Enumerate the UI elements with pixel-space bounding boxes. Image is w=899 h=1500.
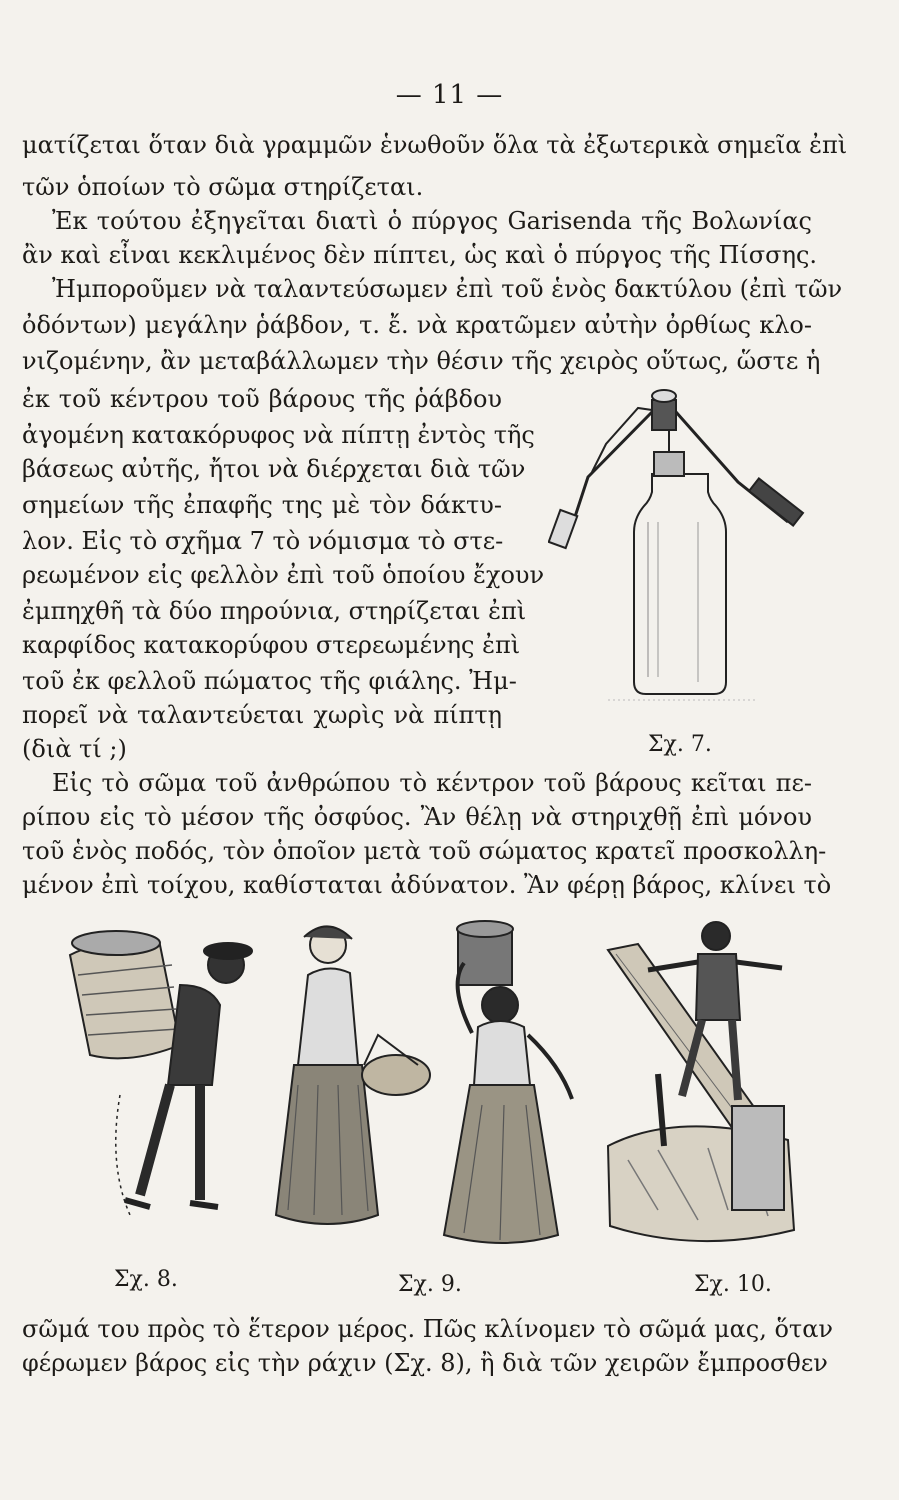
text-line: σῶμά του πρὸς τὸ ἕτερον μέρος. Πῶς κλίνομεν τὸ σῶμά μας, ὅταν — [22, 1315, 833, 1343]
text-line: νιζομένην, ἂν μεταβάλλωμεν τὴν θέσιν τῆς χειρὸς οὕτως, ὥστε ἡ — [22, 347, 821, 375]
text-line: ἀγομένη κατακόρυφος νὰ πίπτῃ ἐντὸς τῆς — [22, 421, 535, 449]
figure-caption: Σχ. 9. — [398, 1272, 462, 1297]
text-line: λον. Εἰς τὸ σχῆμα 7 τὸ νόμισμα τὸ στε- — [22, 527, 504, 555]
figure-caption: Σχ. 8. — [114, 1267, 178, 1292]
text-line: ἂν καὶ εἶναι κεκλιμένος δὲν πίπτει, ὡς καὶ ὁ πύργος τῆς Πίσσης. — [22, 241, 818, 269]
text-line: φέρωμεν βάρος εἰς τὴν ράχιν (Σχ. 8), ἢ διὰ τῶν χειρῶν ἔμπροσθεν — [22, 1349, 828, 1377]
text-line: τοῦ ἐκ φελλοῦ πώματος τῆς φιάλης. Ἠμ- — [22, 667, 517, 695]
text-line: Ἐκ τούτου ἐξηγεῖται διατὶ ὁ πύργος Garisenda τῆς Βολωνίας — [52, 207, 812, 235]
text-line: ἐμπηχθῆ τὰ δύο πηρούνια, στηρίζεται ἐπὶ — [22, 597, 527, 625]
figure-caption: Σχ. 7. — [648, 732, 712, 757]
text-line: ρεωμένον εἰς φελλὸν ἐπὶ τοῦ ὁποίου ἔχουν — [22, 561, 545, 589]
text-line: ματίζεται ὅταν διὰ γραμμῶν ἑνωθοῦν ὅλα τὰ ἐξωτερικὰ σημεῖα ἐπὶ — [22, 131, 848, 159]
text-line: σημείων τῆς ἐπαφῆς της μὲ τὸν δάκτυ- — [22, 491, 502, 519]
text-line: ὀδόντων) μεγάλην ῥάβδον, τ. ἔ. νὰ κρατῶμεν αὐτὴν ὀρθίως κλο- — [22, 311, 812, 339]
figure-9-women-carrying-loads — [268, 915, 598, 1260]
text-line: μένον ἐπὶ τοίχου, καθίσταται ἀδύνατον. Ἂν φέρῃ βάρος, κλίνει τὸ — [22, 871, 832, 899]
figure-7-bottle-forks — [548, 382, 808, 722]
page-number: — 11 — — [395, 80, 504, 110]
text-line: Εἰς τὸ σῶμα τοῦ ἀνθρώπου τὸ κέντρον τοῦ βάρους κεῖται πε- — [52, 769, 812, 797]
text-line: ρίπου εἰς τὸ μέσον τῆς ὀσφύος. Ἂν θέλῃ νὰ στηριχθῇ ἐπὶ μόνου — [22, 803, 812, 831]
text-line: (διὰ τί ;) — [22, 735, 127, 763]
text-line: πορεῖ νὰ ταλαντεύεται χωρὶς νὰ πίπτῃ — [22, 701, 502, 729]
text-line: καρφίδος κατακορύφου στερεωμένης ἐπὶ — [22, 631, 521, 659]
text-line: τῶν ὁποίων τὸ σῶμα στηρίζεται. — [22, 173, 424, 201]
text-line: Ἠμποροῦμεν νὰ ταλαντεύσωμεν ἐπὶ τοῦ ἑνὸς δακτύλου (ἐπὶ τῶν — [52, 275, 843, 303]
text-line: βάσεως αὐτῆς, ἤτοι νὰ διέρχεται διὰ τῶν — [22, 455, 526, 483]
text-line: ἐκ τοῦ κέντρου τοῦ βάρους τῆς ῥάβδου — [22, 385, 502, 413]
figure-caption: Σχ. 10. — [694, 1272, 772, 1297]
figure-8-man-with-basket — [50, 915, 260, 1235]
figure-10-boy-on-beam — [598, 910, 798, 1250]
text-line: τοῦ ἑνὸς ποδός, τὸν ὁποῖον μετὰ τοῦ σώματος κρατεῖ προσκολλη- — [22, 837, 827, 865]
